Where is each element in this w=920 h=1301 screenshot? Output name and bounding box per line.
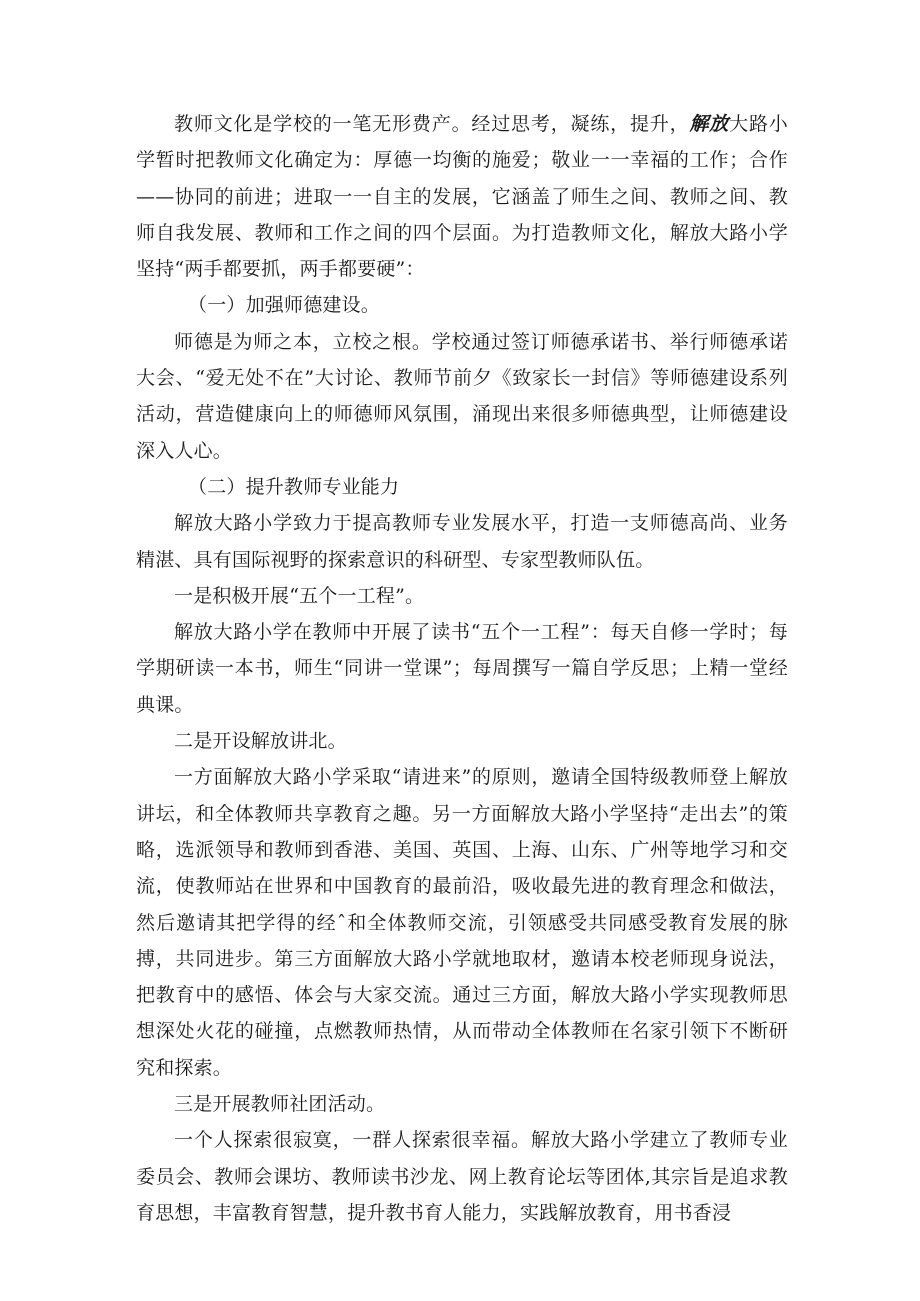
section-heading-professional: （二）提升教师专业能力 [188,475,400,498]
section-heading-ethics: （一）加强师德建设。 [188,294,381,317]
paragraph-five-ones: 解放大路小学在教师中开展了读书“五个一工程”：每天自修一学时；每学期研读一本书，师生“同讲一堂课”；每周撰写一篇自学反思；上精一堂经典课。 [136,621,788,716]
paragraph-text: 大路小学暂时把教师文化确定为：厚德一均衡的施爱；敬业一一幸福的工作；合作——协同的前进；进取一一自主的发展，它涵盖了师生之间、教师之间、教师自我发展、教师和工作之间的四个层面。为打造教师文化，解放大路小学坚持“两手都要抓，两手都要硬”： [136,113,788,281]
paragraph-text: 教师文化是学校的一笔无形费产。经过思考，凝练，提升， [174,113,690,135]
subheading-five-ones: 一是积极开展“五个一工程”。 [174,584,425,607]
document-body [136,106,788,1231]
subheading-clubs: 三是开展教师社团活动。 [174,1093,386,1116]
subheading-lecture: 二是开设解放讲北。 [174,730,347,753]
paragraph-lecture: 一方面解放大路小学采取“请进来”的原则，邀请全国特级教师登上解放讲坛，和全体教师共享教育之趣。另一方面解放大路小学坚持“走出去”的策略，选派领导和教师到香港、美国、英国、上海、山东、广州等地学习和交流，使教师站在世界和中国教育的最前沿，吸收最先进的教育理念和做法，然后邀请其把学得的经ˆ和全体教师交流，引领感受共同感受教育发展的脉搏，共同进步。第三方面解放大路小学就地取材，邀请本校老师现身说法，把教育中的感悟、体会与大家交流。通过三方面，解放大路小学实现教师思想深处火花的碰撞，点燃教师热情，从而带动全体教师在名家引领下不断研究和探索。 [136,766,788,1079]
paragraph-teacher-culture [136,106,788,287]
emphasized-text: 解放 [689,113,730,135]
paragraph-professional: 解放大路小学致力于提高教师专业发展水平，打造一支师德高尚、业务精湛、具有国际视野的探索意识的科研型、专家型教师队伍。 [136,512,788,571]
paragraph-ethics: 师德是为师之本，立校之根。学校通过签订师德承诺书、举行师德承诺大会、“爱无处不在”大讨论、教师节前夕《致家长一封信》等师德建设系列活动，营造健康向上的师德师风氛围，涌现出来很多师德典型，让师德建设深入人心。 [136,330,788,462]
paragraph-clubs: 一个人探索很寂寞，一群人探索很幸福。解放大路小学建立了教师专业委员会、教师会课坊、教师读书沙龙、网上教育论坛等团体,其宗旨是追求教育思想，丰富教育智慧，提升教书育人能力，实践解放教育，用书香浸 [136,1129,788,1224]
